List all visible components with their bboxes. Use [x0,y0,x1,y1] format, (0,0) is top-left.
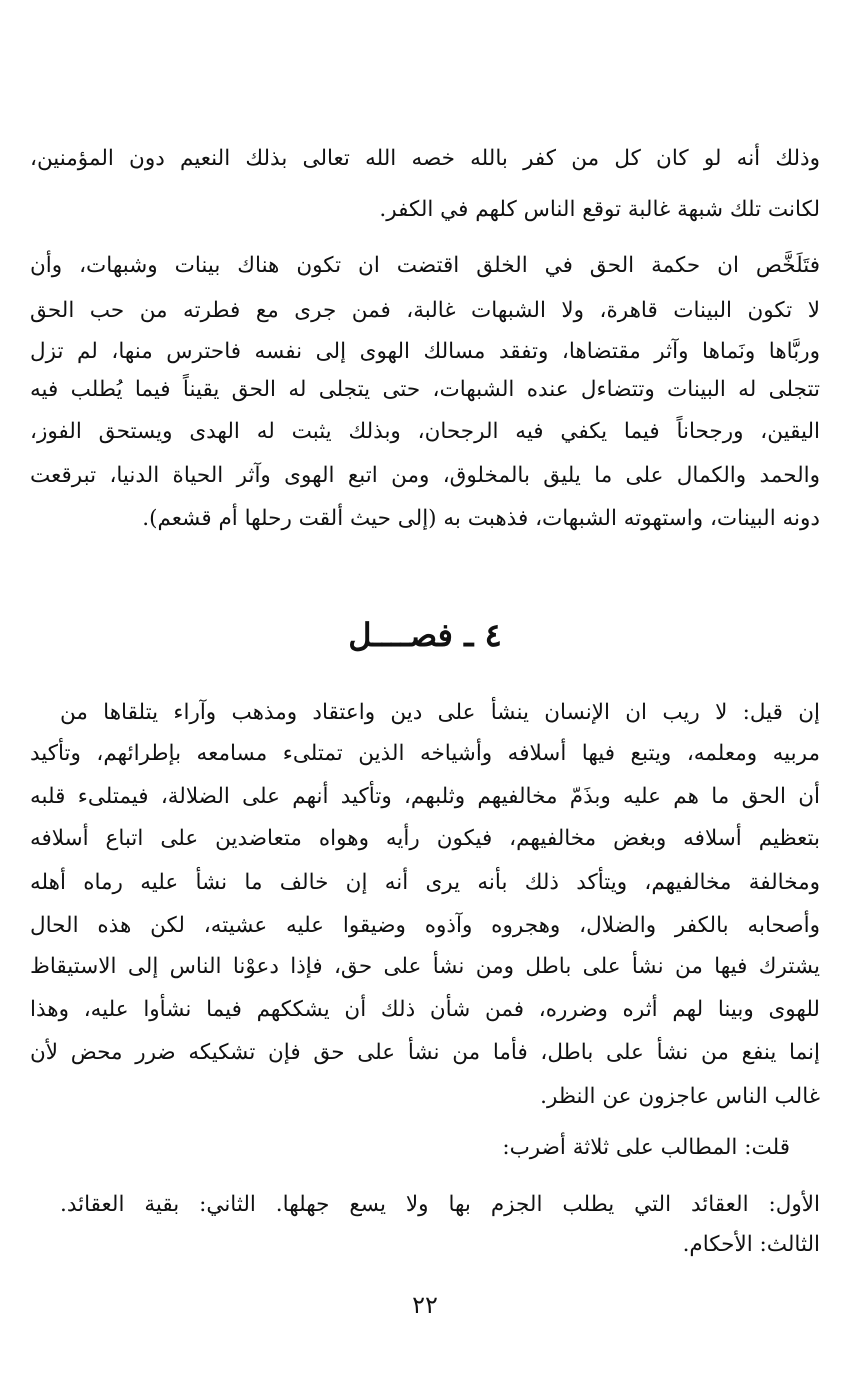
paragraph-3-line-6: وأصحابه بالكفر والضلال، وهجروه وآذوه وضيقوا عليه عشيته، لكن هذه الحال [30,913,820,938]
section-heading: ٤ ـ فصــــل [348,616,502,654]
paragraph-3-line-9: إنما ينفع من نشأ على باطل، فأما من نشأ على حق فإن تشكيكه ضرر محض لأن [30,1040,820,1065]
paragraph-2-line-4: تتجلى له البينات وتتضاءل عنده الشبهات، حتى يتجلى له الحق يقيناً فيما يُطلب فيه [30,377,820,402]
paragraph-3-line-1: إن قيل: لا ريب ان الإنسان ينشأ على دين واعتقاد ومذهب وآراء يتلقاها من [60,700,820,725]
paragraph-4-line-1: قلت: المطالب على ثلاثة أضرب: [502,1135,790,1160]
page-number: ٢٢ [412,1291,438,1319]
paragraph-2-line-5: اليقين، ورجحاناً فيما يكفي فيه الرجحان، وبذلك يثبت له الهدى ويستحق الفوز، [30,419,820,444]
paragraph-2-line-2: لا تكون البينات قاهرة، ولا الشبهات غالبة، فمن جرى مع فطرته من حب الحق [30,298,820,323]
paragraph-3-line-8: للهوى وبينا لهم أثره وضرره، فمن شأن ذلك أن يشككهم فيما نشأوا عليه، وهذا [30,997,820,1022]
paragraph-3-line-10: غالب الناس عاجزون عن النظر. [540,1084,820,1109]
paragraph-2-line-7: دونه البينات، واستهوته الشبهات، فذهبت به (إلى حيث ألقت رحلها أم قشعم). [142,506,820,531]
paragraph-2-line-6: والحمد والكمال على ما يليق بالمخلوق، ومن اتبع الهوى وآثر الحياة الدنيا، تبرقعت [30,463,820,488]
paragraph-3-line-3: أن الحق ما هم عليه وبذَمّ مخالفيهم وثلبهم، وتأكيد أنهم على الضلالة، فيمتلىء قلبه [30,784,820,809]
paragraph-5-line-1: الأول: العقائد التي يطلب الجزم بها ولا يسع جهلها. الثاني: بقية العقائد. [60,1192,820,1217]
paragraph-3-line-2: مربيه ومعلمه، ويتبع فيها أسلافه وأشياخه الذين تمتلىء مسامعه بإطرائهم، وتأكيد [30,741,820,766]
paragraph-1-line-1: وذلك أنه لو كان كل من كفر بالله خصه الله تعالى بذلك النعيم دون المؤمنين، [30,146,820,171]
paragraph-3-line-5: ومخالفة مخالفيهم، ويتأكد ذلك بأنه يرى أنه إن خالف ما نشأ عليه رماه أهله [30,870,820,895]
paragraph-5-line-2: الثالث: الأحكام. [682,1232,820,1257]
paragraph-1-line-2: لكانت تلك شبهة غالبة توقع الناس كلهم في الكفر. [379,197,820,222]
paragraph-2-line-1: فتَلَخَّص ان حكمة الحق في الخلق اقتضت ان تكون هناك بينات وشبهات، وأن [30,253,820,278]
paragraph-3-line-7: يشترك فيها من نشأ على باطل ومن نشأ على حق، فإذا دعوْنا الناس إلى الاستيقاظ [30,954,820,979]
paragraph-3-line-4: بتعظيم أسلافه وبغض مخالفيهم، فيكون رأيه وهواه متعاضدين على اتباع أسلافه [30,826,820,851]
paragraph-2-line-3: وربَّاها ونَماها وآثر مقتضاها، وتفقد مسالك الهوى إلى نفسه فاحترس منها، لم تزل [30,339,820,364]
